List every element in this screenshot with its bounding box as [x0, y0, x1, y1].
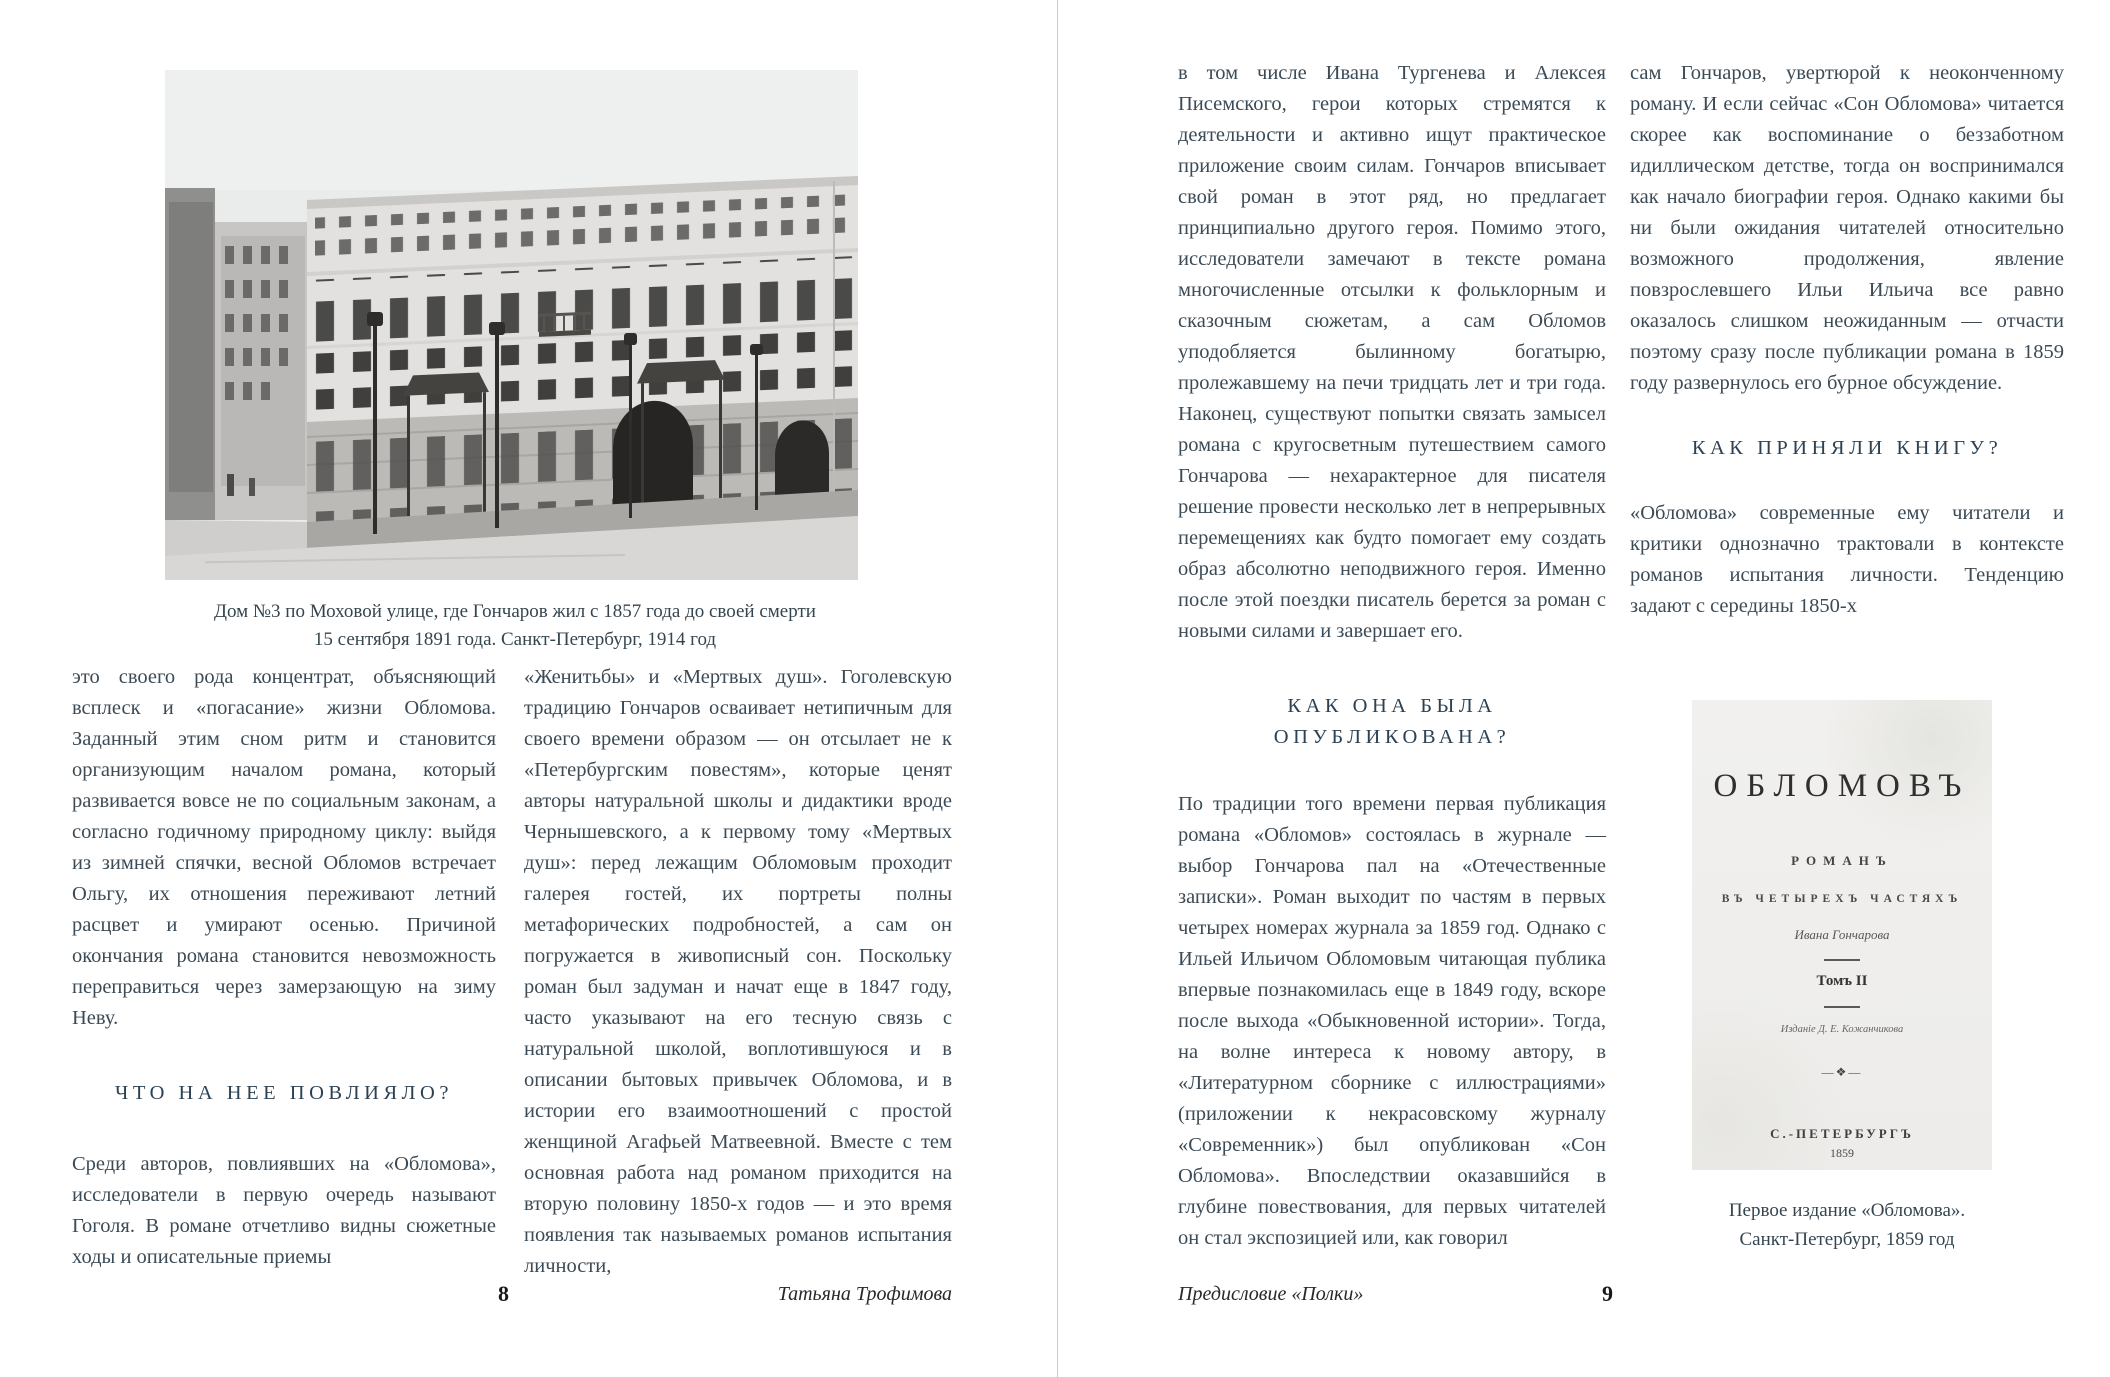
footer-series-label: Предисловие «Полки» [1178, 1283, 1364, 1305]
section-heading-reception: КАК ПРИНЯЛИ КНИГУ? [1691, 437, 2003, 459]
plate-publisher: Изданіе Д. Е. Кожанчикова [1780, 1024, 1904, 1035]
photo-caption [120, 598, 910, 654]
paragraph-novel-context: в том числе Ивана Тургенева и Алексея Писемского, герои которых стремятся к деятельности и активно ищут практическое приложение своим силам. Гончаров вписывает свой роман в этот ряд, но предлагает принципиально другого героя. Помимо этого, исследователи замечают в тексте романа многочисленные отсылки к фольклорным и сказочным сюжетам, а сам Обломов уподобляется былинному богатырю, пролежавшему на печи тридцать лет и три года. Наконец, существуют попытки связать замысел романа с кругосветным путешествием самого Гончарова — нехарактерное для писателя решение провести несколько лет в непрерывных перемещениях как будто помогает ему создать образ абсолютно неподвижного героя. Именно после этой поездки писатель берется за роман с новыми силами и завершает его. [1178, 62, 1606, 642]
paragraph-oblomov-dream: это своего рода концентрат, объясняющий всплеск и «погасание» жизни Обломова. Заданный этим сном ритм и становится организующим началом романа, который развивается вовсе не по социальным законам, а согласно годичному природному циклу: выйдя из зимней спячки, весной Обломов встречает Ольгу, их отношения переживают летний расцвет и умирают осенью. Причиной окончания романа становится невозможность переправиться через замерзающую на зиму Неву. [72, 666, 496, 1029]
paragraph-reception-intro: «Обломова» современные ему читатели и критики однозначно трактовали в контексте романов испытания личности. Тенденцию задают с середины 1850-х [1630, 502, 2064, 617]
right-page-column-1 [1178, 58, 1606, 1254]
plate-caption-line2: Санкт-Петербург, 1859 год [1739, 1229, 1955, 1250]
paragraph-publication-history: По традиции того времени первая публикация романа «Обломов» состоялась в журнале — выбор Гончарова пал на «Отечественные записки». Роман выходит по частям в первых четырех номерах журнала за 1859 год. Однако с Ильей Ильичом Обломовым читающая публика впервые познакомилась еще в 1849 году, вскоре после выхода «Обыкновенной истории». Тогда, на волне интереса к новому автору, в «Литературном сборнике с иллюстрациями» (приложении к некрасовскому журналу «Современник») был опубликован «Сон Обломова». Впоследствии оказавшийся в глубине повествования, для первых читателей он стал экспозицией или, как говорил [1178, 793, 1606, 1249]
plate-title: ОБЛОМОВЪ [1713, 768, 1971, 804]
plate-caption [1630, 1196, 2064, 1254]
plate-volume: Томъ II [1816, 973, 1868, 989]
plate-author: Ивана Гончарова [1794, 927, 1890, 942]
photo-caption-line2: 15 сентября 1891 года. Санкт-Петербург, 1914 год [313, 629, 717, 650]
plate-city: С.-ПЕТЕРБУРГЪ [1770, 1126, 1914, 1141]
section-heading-how-published [1178, 691, 1606, 753]
first-edition-title-page [1692, 700, 1992, 1170]
page-divider [1057, 0, 1058, 1377]
heading-line2: ОПУБЛИКОВАНА? [1273, 726, 1511, 748]
photo-caption-line1: Дом №3 по Моховой улице, где Гончаров жил с 1857 года до своей смерти [214, 601, 816, 622]
plate-rule-top [1824, 959, 1860, 961]
plate-caption-line1: Первое издание «Обломова». [1728, 1200, 1966, 1221]
left-page-column-2 [524, 662, 952, 1282]
page-number-8: 8 [498, 1281, 509, 1306]
footer-author-name: Татьяна Трофимова [777, 1283, 952, 1305]
building-photo-illustration [165, 70, 858, 580]
plate-year: 1859 [1830, 1146, 1854, 1160]
right-page-column-2 [1630, 58, 2064, 622]
paragraph-overture: сам Гончаров, увертюрой к неоконченному роману. И если сейчас «Сон Обломова» читается скорее как воспоминание о беззаботном идиллическом детстве, тогда он воспринимался как начало биографии героя. Однако какими бы ни были ожидания читателей относительно возможного продолжения, явление повзрослевшего Ильи Ильича все равно оказалось слишком неожиданным — отчасти поэтому сразу после публикации романа в 1859 году развернулось его бурное обсуждение. [1630, 62, 2064, 394]
left-page-column-1 [72, 662, 496, 1273]
heading-line1: КАК ОНА БЫЛА [1287, 695, 1497, 717]
paragraph-influences-intro: Среди авторов, повлиявших на «Обломова», исследователи в первую очередь называют Гоголя. В романе отчетливо видны сюжетные ходы и описательные приемы [72, 1153, 496, 1268]
page-number-9: 9 [1602, 1281, 1613, 1306]
plate-rule-bottom [1824, 1006, 1860, 1008]
building-photo [165, 70, 858, 580]
section-heading-what-influenced: ЧТО НА НЕЕ ПОВЛИЯЛО? [115, 1082, 453, 1104]
plate-subtitle-roman: РОМАНЪ [1791, 853, 1893, 868]
plate-ornament-icon: —❖— [1821, 1065, 1863, 1079]
plate-subtitle-parts: ВЪ ЧЕТЫРЕХЪ ЧАСТЯХЪ [1721, 893, 1963, 905]
paragraph-gogol-tradition: «Женитьбы» и «Мертвых душ». Гоголевскую традицию Гончаров осваивает нетипичным для своего времени образом — он отсылает не к «Петербургским повестям», которые ценят авторы натуральной школы и дидактики вроде Чернышевского, а к первому тому «Мертвых душ»: перед лежащим Обломовым проходит галерея гостей, их портреты полны метафорических подробностей, а сам он погружается в живописный сон. Поскольку роман был задуман и начат еще в 1847 году, часто указывают на его тесную связь с натуральной школой, воплотившуюся и в описании бытовых привычек Обломова, и в истории его взаимоотношений с простой женщиной Агафьей Матвеевной. Вместе с тем основная работа над романом приходится на вторую половину 1850-х годов — и это время появления так называемых романов испытания личности, [524, 666, 952, 1277]
